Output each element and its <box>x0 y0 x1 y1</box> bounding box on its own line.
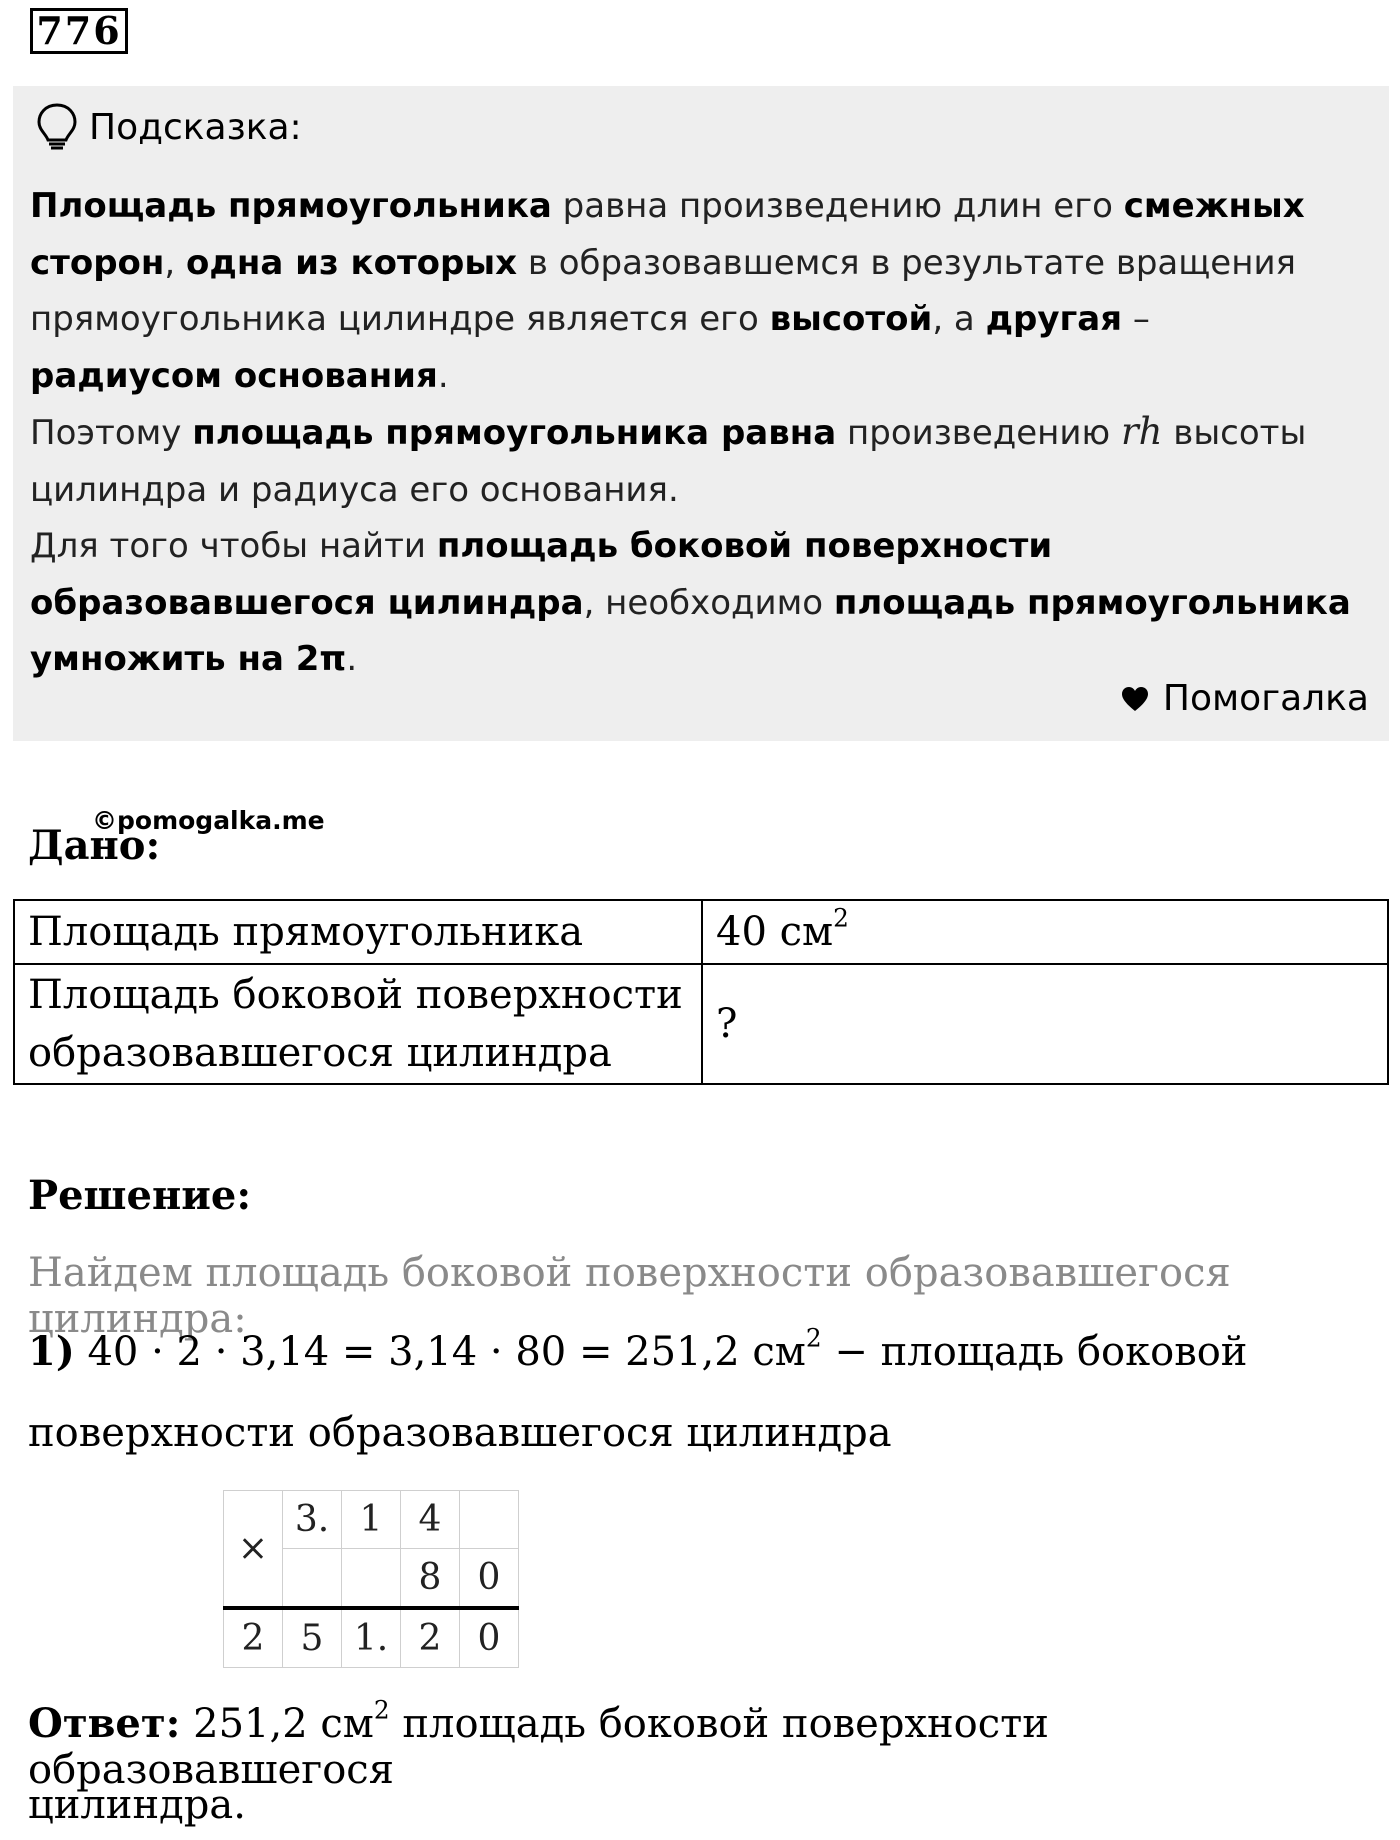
given-title: Дано: <box>28 822 161 869</box>
hint-segment: Для того чтобы найти <box>30 526 437 566</box>
grid-cell: 0 <box>460 1549 519 1609</box>
hint-segment: сторон <box>30 242 165 283</box>
solution-step: 1) 40 · 2 · 3,14 = 3,14 · 80 = 251,2 $см^2$ − площадь боковой <box>28 1323 1248 1375</box>
hint-segment: смежных <box>1123 186 1305 226</box>
grid-cell: 1. <box>342 1608 401 1668</box>
hint-segment: площадь прямоугольника равна <box>192 413 837 453</box>
given-label: Площадь боковой поверхности образовавшегося цилиндра <box>14 964 702 1084</box>
table-row <box>14 900 1388 964</box>
hint-line <box>30 291 1380 348</box>
heart-icon <box>1121 686 1149 712</box>
answer-line2: цилиндра. <box>28 1782 246 1828</box>
given-label: Площадь прямоугольника <box>14 900 702 964</box>
answer: Ответ: 251,2 $см^2$ площадь боковой поверхности образовавшегося <box>28 1695 1049 1793</box>
hint-segment: в образовавшемся в результате вращения <box>517 242 1296 283</box>
hint-segment: площадь прямоугольника <box>833 582 1351 623</box>
hint-segment: прямоугольника цилиндре является его <box>30 299 770 339</box>
hint-segment: равна произведению длин его <box>551 186 1124 226</box>
watermark: ©pomogalka.me <box>92 806 325 835</box>
grid-cell: 4 <box>401 1491 460 1549</box>
hint-segment: умножить на 2π <box>30 639 347 679</box>
hint-segment: . <box>346 639 358 679</box>
hint-segment: площадь боковой поверхности <box>436 526 1053 566</box>
grid-cell: 0 <box>460 1608 519 1668</box>
hint-segment: одна из которых <box>186 242 518 283</box>
hint-segment: высотой <box>769 299 933 339</box>
grid-cell: 5 <box>283 1608 342 1668</box>
hint-segment: цилиндра и радиуса его основания. <box>30 469 679 510</box>
hint-text <box>30 178 1380 688</box>
hint-title: Подсказка: <box>89 106 302 148</box>
hint-segment: высоты <box>1162 413 1307 453</box>
grid-cell: 3. <box>283 1491 342 1549</box>
hint-segment: Площадь прямоугольника <box>30 186 552 226</box>
hint-segment: Поэтому <box>30 413 193 453</box>
hint-line <box>30 404 1380 462</box>
hint-segment: , <box>164 242 187 283</box>
lightbulb-icon <box>35 102 79 152</box>
multiply-sign: × <box>224 1491 283 1609</box>
solution-title: Решение: <box>28 1172 252 1219</box>
hint-line <box>30 235 1380 292</box>
hint-line <box>30 575 1380 632</box>
hint-segment: , а <box>932 299 986 339</box>
grid-cell <box>460 1491 519 1549</box>
solution-intro: Найдем площадь боковой поверхности образовавшегося цилиндра: <box>28 1250 1231 1342</box>
given-value: ? <box>702 964 1388 1084</box>
solution-step-line2: поверхности образовавшегося цилиндра <box>28 1410 892 1456</box>
hint-segment: rh <box>1120 410 1163 453</box>
signature <box>1121 678 1369 719</box>
grid-cell: 8 <box>401 1549 460 1609</box>
hint-segment: . <box>437 355 449 396</box>
grid-cell <box>283 1549 342 1609</box>
hint-header <box>35 102 302 152</box>
grid-cell <box>342 1549 401 1609</box>
hint-segment: произведению <box>836 413 1121 453</box>
hint-segment: , необходимо <box>583 582 834 623</box>
hint-segment: – <box>1122 299 1150 339</box>
signature-text: Помогалка <box>1162 678 1369 719</box>
hint-segment: другая <box>985 299 1123 339</box>
table-row <box>14 964 1388 1084</box>
given-value: 40 $см^2$ <box>702 900 1388 964</box>
hint-line <box>30 518 1380 575</box>
hint-segment: образовавшегося цилиндра <box>30 582 584 623</box>
hint-box <box>13 86 1389 741</box>
task-number: 776 <box>30 8 128 54</box>
multiplication-grid <box>223 1490 519 1668</box>
hint-line <box>30 462 1380 519</box>
grid-cell: 2 <box>224 1608 283 1668</box>
grid-cell: 1 <box>342 1491 401 1549</box>
given-table <box>13 899 1389 1085</box>
grid-cell: 2 <box>401 1608 460 1668</box>
hint-line <box>30 178 1380 235</box>
hint-segment: радиусом основания <box>30 355 438 396</box>
hint-line <box>30 348 1380 405</box>
